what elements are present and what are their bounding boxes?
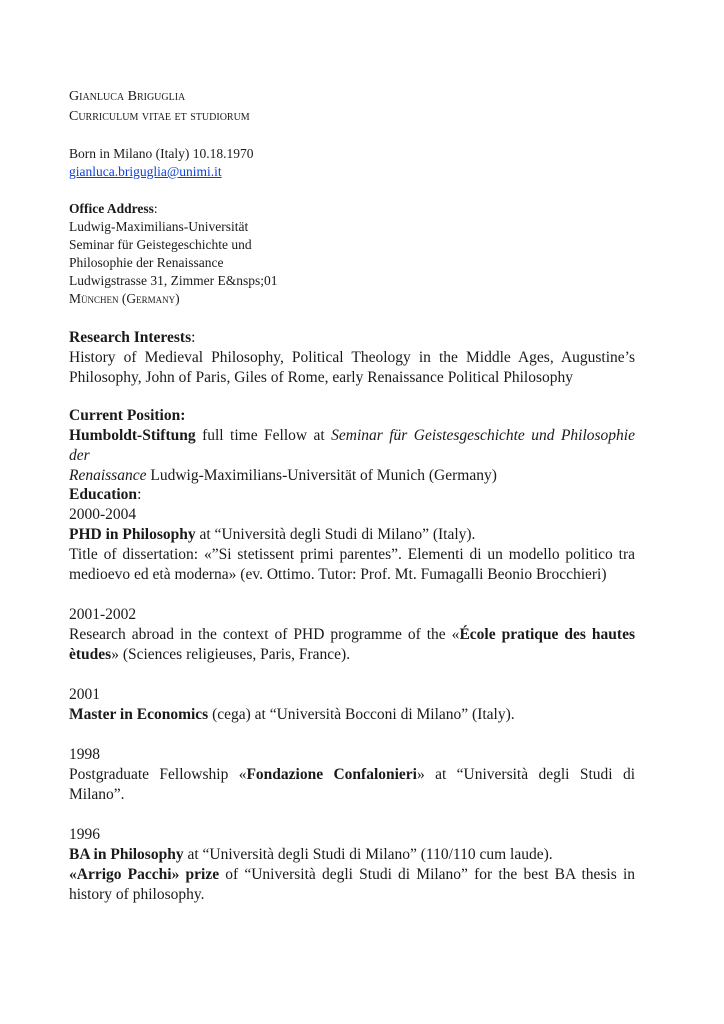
ba-institution: at “Università degli Studi di Milano” (110/110 cum laude). [183, 846, 553, 863]
education-entry-phd [69, 505, 635, 585]
office-city: München (Germany) [69, 291, 180, 306]
position-text-2: Ludwig-Maximilians-Universität of Munich (Germany) [146, 467, 497, 484]
abroad-text: Research abroad in the context of PHD programme of the « [69, 626, 460, 643]
position-text-1: full time Fellow at [195, 427, 332, 444]
current-position-section [69, 406, 635, 486]
ba-years: 1996 [69, 826, 100, 843]
master-institution: (cega) at “Università Bocconi di Milano” (Italy). [208, 706, 515, 723]
education-entry-ba [69, 825, 635, 905]
fellowship-line-2: Milano”. [69, 786, 125, 803]
fellowship-years: 1998 [69, 746, 100, 763]
education-entry-fellowship [69, 745, 635, 805]
research-interests-colon: : [191, 329, 196, 346]
research-interests-line-1: History of Medieval Philosophy, Political Theology in the Middle Ages, Augustine’s [69, 349, 635, 366]
research-interests-line-2: Philosophy, John of Paris, Giles of Rome, early Renaissance Political Philosophy [69, 369, 573, 386]
current-position-label: Current Position: [69, 407, 186, 424]
fellowship-institution: » at “Università degli Studi di [417, 766, 635, 783]
master-years: 2001 [69, 686, 100, 703]
email-link[interactable]: gianluca.briguglia@unimi.it [69, 164, 222, 179]
phd-institution: at “Università degli Studi di Milano” (Italy). [195, 526, 476, 543]
office-line-2: Seminar für Geistegeschichte und [69, 237, 252, 252]
education-entry-master [69, 685, 635, 725]
abroad-years: 2001-2002 [69, 606, 137, 623]
ba-degree: BA in Philosophy [69, 846, 184, 863]
abroad-location: » (Sciences religieuses, Paris, France). [111, 646, 351, 663]
education-colon: : [137, 486, 142, 503]
abroad-school-2: ètudes [69, 646, 112, 663]
position-seminar-1: Seminar für Geistesgeschichte und Philosophie der [69, 427, 635, 464]
research-interests-section [69, 328, 635, 388]
phd-years: 2000-2004 [69, 506, 137, 523]
office-line-1: Ludwig-Maximilians-Universität [69, 219, 249, 234]
office-address [69, 200, 277, 308]
fellowship-foundation: Fondazione Confalonieri [246, 766, 417, 783]
education-entry-abroad [69, 605, 635, 665]
research-interests-label: Research Interests [69, 329, 192, 346]
ba-prize-line-2: history of philosophy. [69, 886, 205, 903]
office-address-colon: : [153, 201, 158, 216]
birth-info: Born in Milano (Italy) 10.18.1970 [69, 146, 254, 161]
fellowship-text: Postgraduate Fellowship « [69, 766, 247, 783]
document-subtitle: Curriculum vitae et studiorum [69, 109, 250, 124]
cv-header [69, 87, 250, 127]
position-seminar-2: Renaissance [69, 467, 147, 484]
office-address-label: Office Address [69, 201, 154, 216]
author-name: Gianluca Briguglia [69, 89, 186, 104]
phd-dissertation-line-1: Title of dissertation: «”Si stetissent primi parentes”. Elementi di un modello politico tra [69, 546, 635, 563]
office-line-3: Philosophie der Renaissance [69, 255, 224, 270]
master-degree: Master in Economics [69, 706, 209, 723]
personal-info [69, 145, 253, 181]
phd-degree: PHD in Philosophy [69, 526, 196, 543]
office-line-4: Ludwigstrasse 31, Zimmer E&nsps;01 [69, 273, 278, 288]
education-label: Education [69, 486, 138, 503]
phd-dissertation-line-2: medioevo ed età moderna» (ev. Ottimo. Tutor: Prof. Mt. Fumagalli Beonio Brocchieri) [69, 566, 607, 583]
position-org: Humboldt-Stiftung [69, 427, 196, 444]
abroad-school-1: École pratique des hautes [459, 626, 635, 643]
ba-prize: «Arrigo Pacchi» prize [69, 866, 220, 883]
education-section [69, 485, 635, 905]
ba-prize-text: of “Università degli Studi di Milano” for the best BA thesis in [219, 866, 636, 883]
